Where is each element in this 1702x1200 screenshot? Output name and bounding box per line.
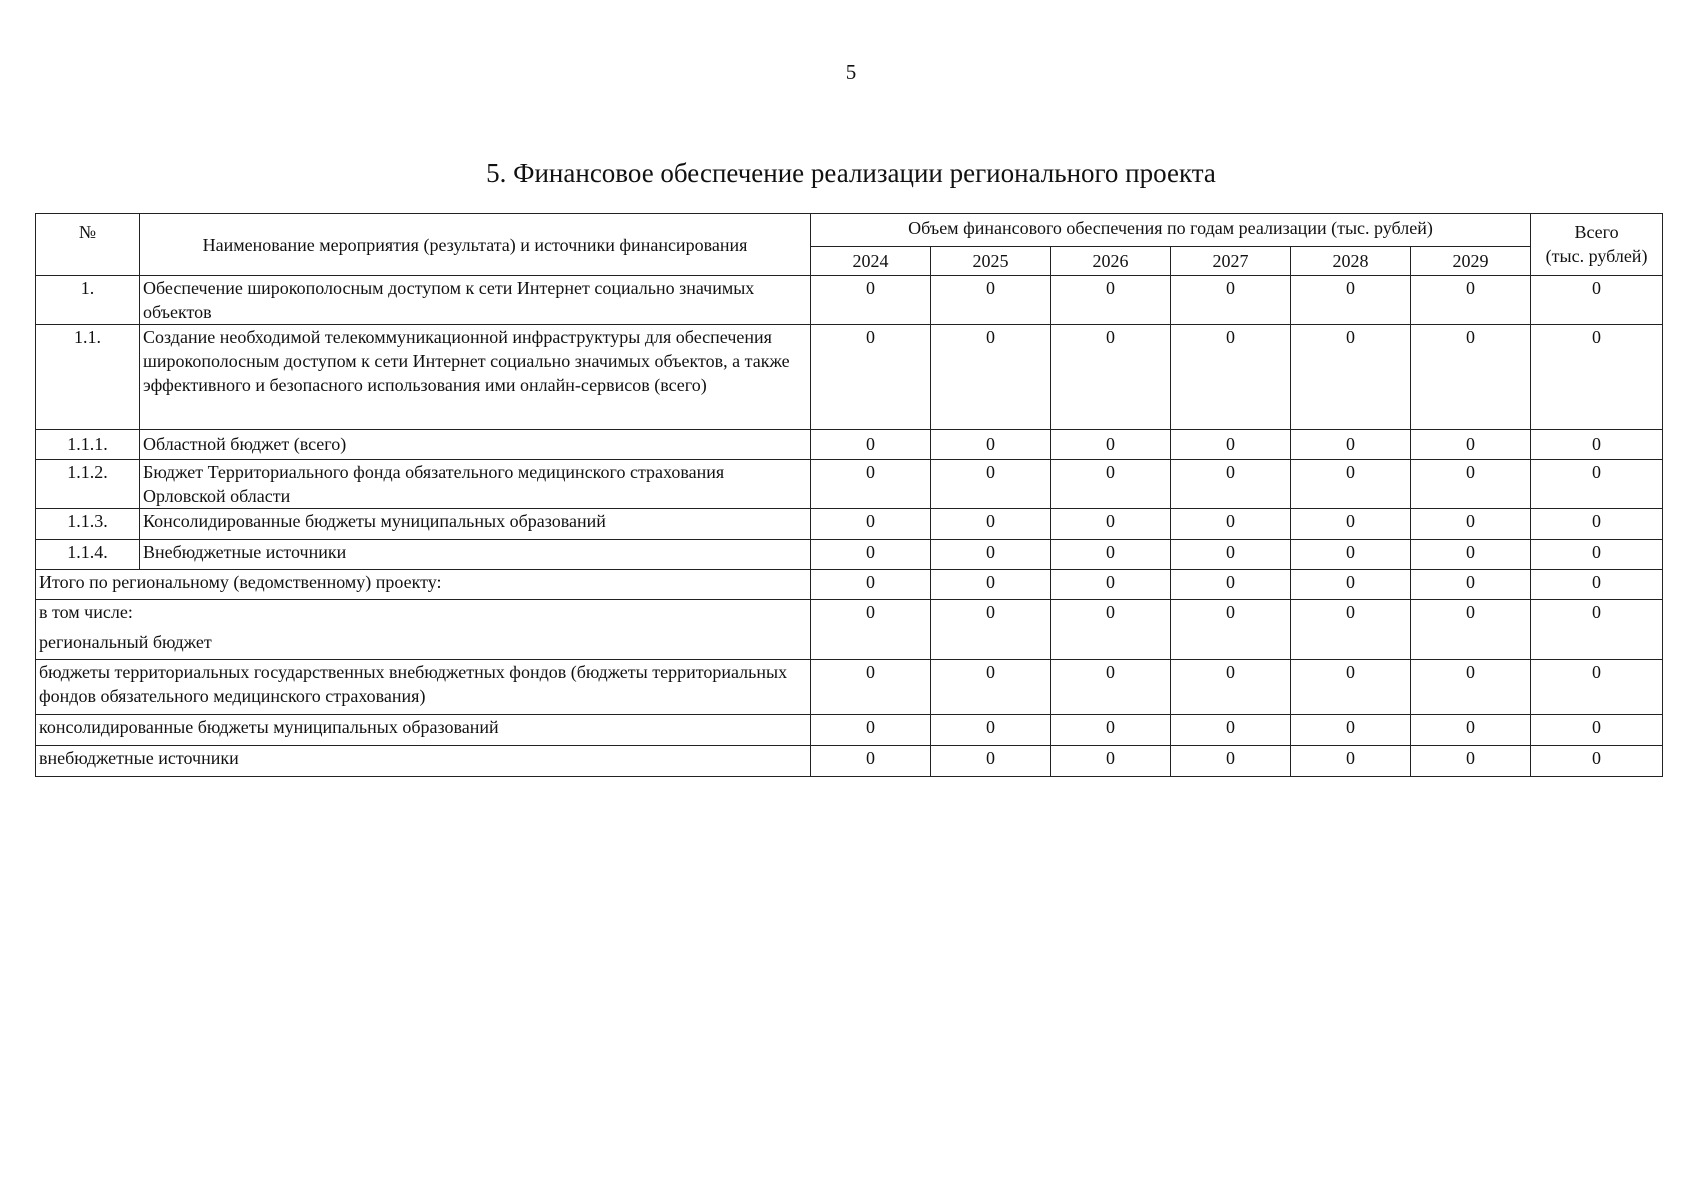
row-value: 0 <box>931 715 1051 746</box>
table-header <box>36 214 1663 276</box>
table-row <box>36 430 1663 460</box>
row-value: 0 <box>811 540 931 570</box>
table-row <box>36 276 1663 325</box>
row-value: 0 <box>1411 570 1531 600</box>
row-value: 0 <box>1171 276 1291 325</box>
row-value: 0 <box>1171 509 1291 540</box>
summary-row-territorial-funds <box>36 660 1663 715</box>
row-value: 0 <box>811 715 931 746</box>
table-row <box>36 325 1663 430</box>
row-value: 0 <box>1291 509 1411 540</box>
row-number: 1.1.4. <box>36 540 140 570</box>
page-title: 5. Финансовое обеспечение реализации регионального проекта <box>486 158 1216 188</box>
row-value: 0 <box>811 276 931 325</box>
row-value: 0 <box>1411 660 1531 715</box>
header-total-line1: Всего <box>1574 222 1619 242</box>
row-name: Бюджет Территориального фонда обязательного медицинского страхования Орловской области <box>140 460 811 509</box>
row-value: 0 <box>1411 715 1531 746</box>
row-value: 0 <box>1291 460 1411 509</box>
row-value: 0 <box>811 570 931 600</box>
row-total: 0 <box>1531 570 1663 600</box>
row-value: 0 <box>1411 430 1531 460</box>
row-value: 0 <box>1051 509 1171 540</box>
row-value: 0 <box>1171 325 1291 430</box>
row-value: 0 <box>1291 570 1411 600</box>
summary-row-extrabudgetary <box>36 746 1663 777</box>
row-number: 1. <box>36 276 140 325</box>
row-number: 1.1.3. <box>36 509 140 540</box>
row-value: 0 <box>931 325 1051 430</box>
row-value: 0 <box>1291 746 1411 777</box>
header-year: 2024 <box>811 247 931 276</box>
row-name: Областной бюджет (всего) <box>140 430 811 460</box>
row-value: 0 <box>931 430 1051 460</box>
header-year: 2029 <box>1411 247 1531 276</box>
row-value: 0 <box>931 460 1051 509</box>
summary-label: Итого по региональному (ведомственному) проекту: <box>36 570 811 600</box>
row-name: Консолидированные бюджеты муниципальных образований <box>140 509 811 540</box>
summary-label-regional-budget: региональный бюджет <box>39 632 212 652</box>
row-value: 0 <box>1171 460 1291 509</box>
row-value: 0 <box>811 460 931 509</box>
row-number: 1.1.2. <box>36 460 140 509</box>
row-value: 0 <box>1291 660 1411 715</box>
table-row <box>36 509 1663 540</box>
row-value: 0 <box>931 540 1051 570</box>
row-value: 0 <box>931 276 1051 325</box>
row-value: 0 <box>1051 715 1171 746</box>
row-value: 0 <box>931 570 1051 600</box>
row-value: 0 <box>1171 430 1291 460</box>
row-number: 1.1. <box>36 325 140 430</box>
row-value: 0 <box>1051 600 1171 660</box>
row-value: 0 <box>1411 540 1531 570</box>
row-value: 0 <box>1291 325 1411 430</box>
row-total: 0 <box>1531 276 1663 325</box>
row-value: 0 <box>1051 660 1171 715</box>
financing-table <box>35 213 1663 777</box>
row-value: 0 <box>1291 276 1411 325</box>
row-total: 0 <box>1531 660 1663 715</box>
row-value: 0 <box>1051 460 1171 509</box>
row-value: 0 <box>1291 540 1411 570</box>
row-name: Внебюджетные источники <box>140 540 811 570</box>
row-value: 0 <box>1171 660 1291 715</box>
table-row <box>36 460 1663 509</box>
row-value: 0 <box>1411 276 1531 325</box>
header-years-group: Объем финансового обеспечения по годам реализации (тыс. рублей) <box>811 214 1531 247</box>
header-year: 2028 <box>1291 247 1411 276</box>
row-value: 0 <box>811 509 931 540</box>
row-value: 0 <box>1051 540 1171 570</box>
summary-label: консолидированные бюджеты муниципальных образований <box>36 715 811 746</box>
row-value: 0 <box>1051 276 1171 325</box>
row-value: 0 <box>811 600 931 660</box>
row-value: 0 <box>1051 430 1171 460</box>
header-year: 2027 <box>1171 247 1291 276</box>
row-value: 0 <box>811 746 931 777</box>
row-total: 0 <box>1531 460 1663 509</box>
row-value: 0 <box>1171 715 1291 746</box>
summary-label-including: в том числе: <box>39 602 133 622</box>
row-value: 0 <box>1411 600 1531 660</box>
row-total: 0 <box>1531 715 1663 746</box>
row-total: 0 <box>1531 600 1663 660</box>
row-value: 0 <box>931 509 1051 540</box>
row-value: 0 <box>811 325 931 430</box>
row-value: 0 <box>1291 715 1411 746</box>
summary-label: внебюджетные источники <box>36 746 811 777</box>
summary-label <box>36 600 811 660</box>
row-value: 0 <box>1411 460 1531 509</box>
row-value: 0 <box>1051 570 1171 600</box>
summary-row-municipal <box>36 715 1663 746</box>
row-value: 0 <box>811 660 931 715</box>
table-row <box>36 540 1663 570</box>
summary-row-total <box>36 570 1663 600</box>
row-total: 0 <box>1531 540 1663 570</box>
row-name: Создание необходимой телекоммуникационной инфраструктуры для обеспечения широкополосным доступом к сети Интернет социально значимых объектов, а также эффективного и безопасного использования ими онлайн-сервисов (всего) <box>140 325 811 430</box>
row-value: 0 <box>931 660 1051 715</box>
row-total: 0 <box>1531 325 1663 430</box>
header-name: Наименование мероприятия (результата) и источники финансирования <box>140 214 811 276</box>
row-value: 0 <box>1171 600 1291 660</box>
row-value: 0 <box>1291 430 1411 460</box>
header-total-line2: (тыс. рублей) <box>1545 246 1648 266</box>
row-value: 0 <box>1171 570 1291 600</box>
row-value: 0 <box>1411 509 1531 540</box>
row-value: 0 <box>1051 746 1171 777</box>
summary-label: бюджеты территориальных государственных внебюджетных фондов (бюджеты территориальных фондов обязательного медицинского страхования) <box>36 660 811 715</box>
row-name: Обеспечение широкополосным доступом к сети Интернет социально значимых объектов <box>140 276 811 325</box>
page-number: 5 <box>845 60 857 84</box>
row-value: 0 <box>931 600 1051 660</box>
row-value: 0 <box>1411 325 1531 430</box>
row-number: 1.1.1. <box>36 430 140 460</box>
header-total <box>1531 214 1663 276</box>
header-year: 2026 <box>1051 247 1171 276</box>
row-value: 0 <box>1171 540 1291 570</box>
header-year: 2025 <box>931 247 1051 276</box>
row-value: 0 <box>811 430 931 460</box>
header-num: № <box>36 214 140 276</box>
row-value: 0 <box>1411 746 1531 777</box>
row-value: 0 <box>1171 746 1291 777</box>
row-value: 0 <box>931 746 1051 777</box>
row-total: 0 <box>1531 509 1663 540</box>
row-value: 0 <box>1051 325 1171 430</box>
row-total: 0 <box>1531 430 1663 460</box>
row-total: 0 <box>1531 746 1663 777</box>
row-value: 0 <box>1291 600 1411 660</box>
summary-row-regional <box>36 600 1663 660</box>
